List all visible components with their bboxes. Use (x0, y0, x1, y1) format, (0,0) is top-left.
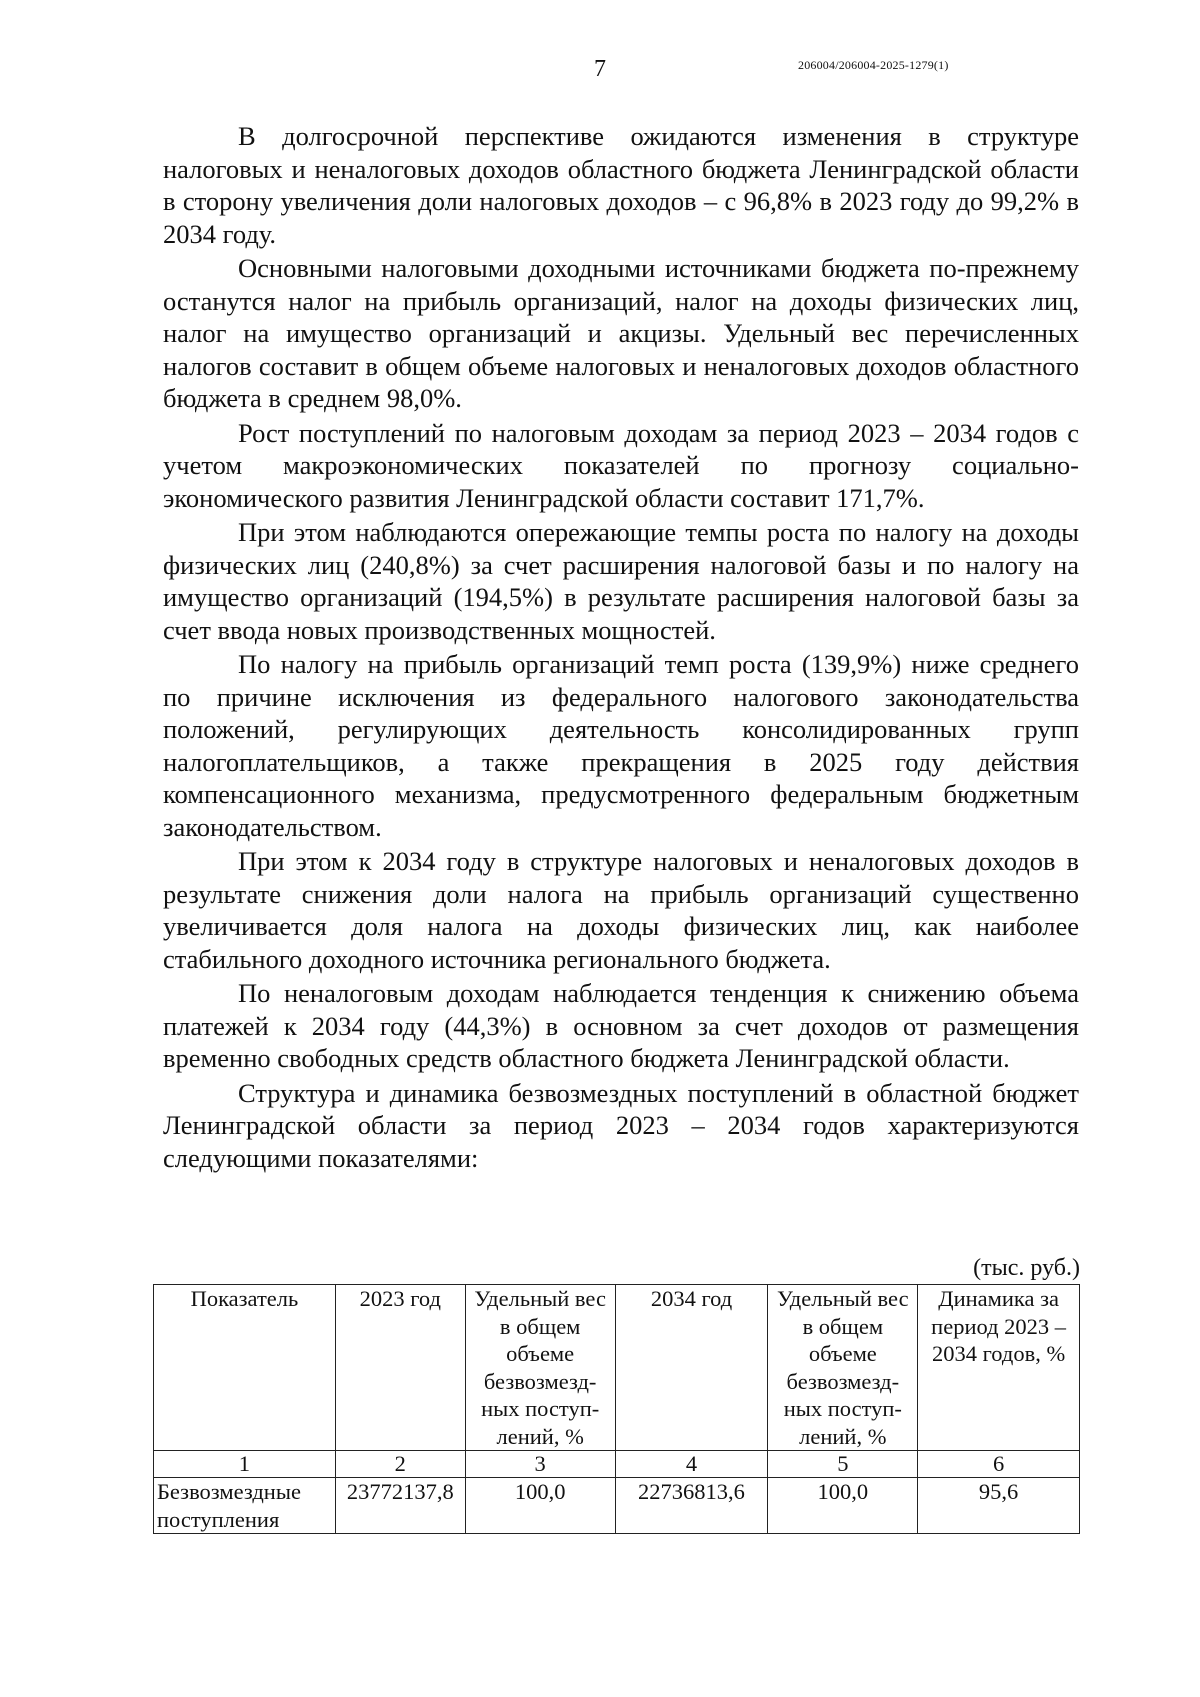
column-number-row (154, 1451, 1080, 1478)
document-id: 206004/206004-2025-1279(1) (798, 58, 949, 72)
table-cell: 95,6 (918, 1478, 1080, 1534)
page-number: 7 (594, 56, 606, 82)
grants-table (153, 1284, 1080, 1534)
column-number: 5 (768, 1451, 918, 1478)
column-number: 3 (465, 1451, 615, 1478)
column-header: Удельный вес в общем объеме безвозмезд-ных поступ-лений, % (465, 1285, 615, 1451)
table-cell: 100,0 (768, 1478, 918, 1534)
table-row (154, 1478, 1080, 1534)
table-cell: 22736813,6 (615, 1478, 768, 1534)
table-header-row (154, 1285, 1080, 1451)
table-cell: 23772137,8 (335, 1478, 465, 1534)
column-header: Удельный вес в общем объеме безвозмезд-ных поступ-лений, % (768, 1285, 918, 1451)
table-cell: Безвозмездные поступления (154, 1478, 336, 1534)
column-header: 2023 год (335, 1285, 465, 1451)
column-number: 6 (918, 1451, 1080, 1478)
column-number: 4 (615, 1451, 768, 1478)
column-number: 1 (154, 1451, 336, 1478)
column-header: Показатель (154, 1285, 336, 1451)
paragraph: Структура и динамика безвозмездных поступлений в областной бюджет Ленинградской области за период 2023 – 2034 годов характеризуются следующими показателями: (163, 1077, 1079, 1173)
paragraph: Основными налоговыми доходными источниками бюджета по-прежнему останутся налог на прибыль организаций, налог на доходы физических лиц, налог на имущество организаций и акцизы. Удельный вес перечисленных налогов составит в общем объеме налоговых и неналоговых доходов областного бюджета в среднем 98,0%. (163, 253, 1079, 413)
paragraph: По налогу на прибыль организаций темп роста (139,9%) ниже среднего по причине исключения из федерального налогового законодательства положений, регулирующих деятельность консолидированных групп налогоплательщиков, а также прекращения в 2025 году действия компенсационного механизма, предусмотренного федеральным бюджетным законодательством. (163, 649, 1079, 842)
paragraph: По неналоговым доходам наблюдается тенденция к снижению объема платежей к 2034 году (44,3%) в основном за счет доходов от размещения временно свободных средств областного бюджета Ленинградской области. (163, 978, 1079, 1073)
document-body (163, 120, 1079, 1176)
paragraph: В долгосрочной перспективе ожидаются изменения в структуре налоговых и неналоговых доходов областного бюджета Ленинградской области в сторону увеличения доли налоговых доходов – с 96,8% в 2023 году до 99,2% в 2034 году. (163, 121, 1079, 249)
paragraph: Рост поступлений по налоговым доходам за период 2023 – 2034 годов с учетом макроэкономических показателей по прогнозу социально-экономического развития Ленинградской области составит 171,7%. (163, 417, 1079, 513)
paragraph: При этом наблюдаются опережающие темпы роста по налогу на доходы физических лиц (240,8%) за счет расширения налоговой базы и по налогу на имущество организаций (194,5%) в результате расширения налоговой базы за счет ввода новых производственных мощностей. (163, 517, 1079, 645)
paragraph: При этом к 2034 году в структуре налоговых и неналоговых доходов в результате снижения доли налога на прибыль организаций существенно увеличивается доля налога на доходы физических лиц, как наиболее стабильного доходного источника регионального бюджета. (163, 846, 1079, 974)
table-cell: 100,0 (465, 1478, 615, 1534)
table-units: (тыс. руб.) (973, 1255, 1080, 1281)
column-header: 2034 год (615, 1285, 768, 1451)
column-header: Динамика за период 2023 – 2034 годов, % (918, 1285, 1080, 1451)
column-number: 2 (335, 1451, 465, 1478)
